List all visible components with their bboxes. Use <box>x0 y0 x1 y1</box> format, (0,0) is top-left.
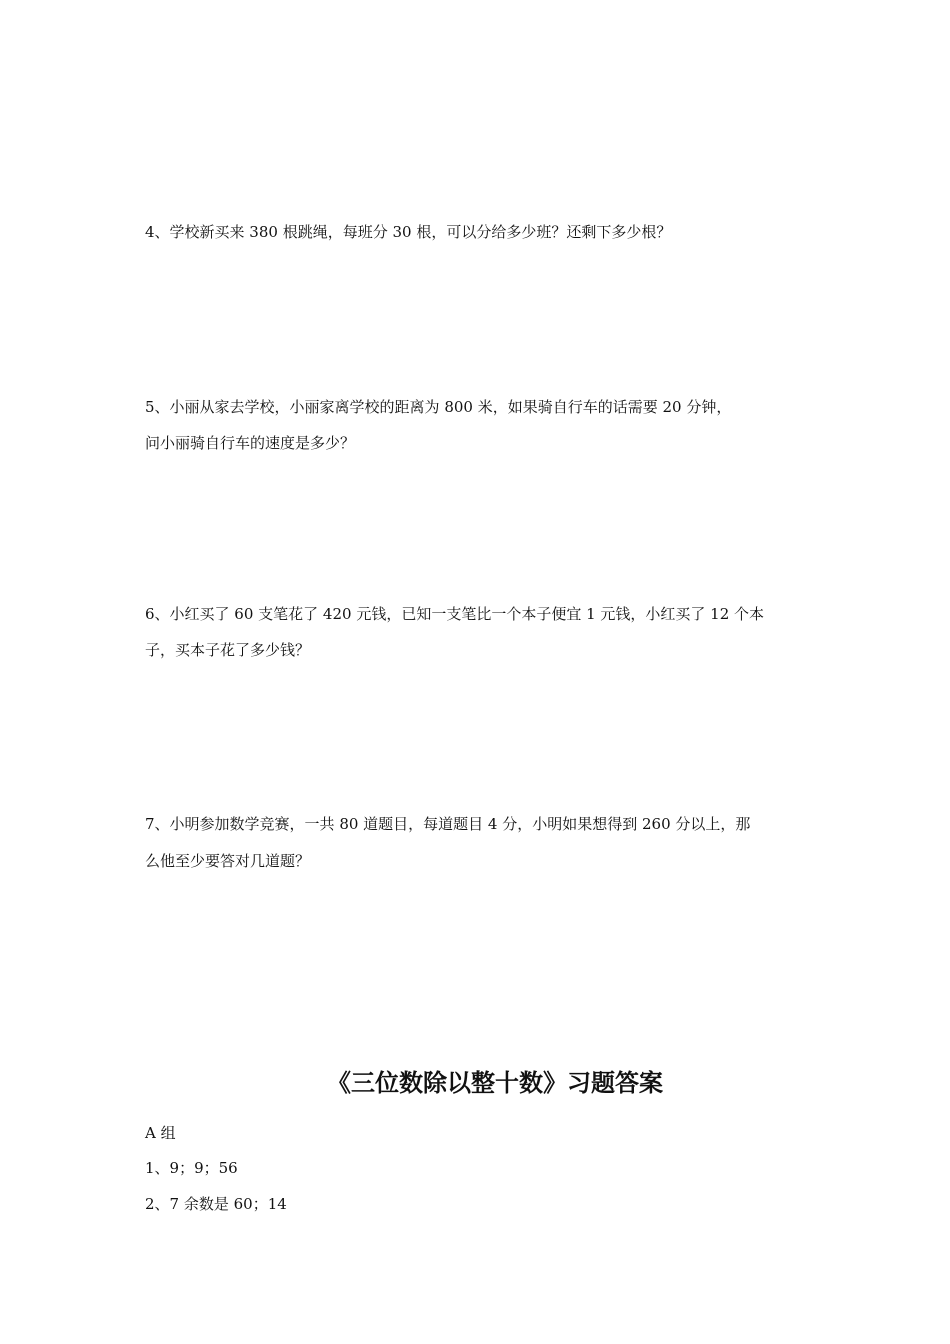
question-4-line-1: 4、学校新买来 380 根跳绳，每班分 30 根，可以分给多少班？还剩下多少根？ <box>145 223 672 241</box>
answer-item-1: 1、9；9；56 <box>145 1159 238 1177</box>
question-5-line-2: 问小丽骑自行车的速度是多少？ <box>145 434 356 452</box>
question-6-line-1: 6、小红买了 60 支笔花了 420 元钱，已知一支笔比一个本子便宜 1 元钱，小红买了 12 个本 <box>145 605 765 623</box>
answers-group-label: A 组 <box>145 1124 176 1142</box>
question-6-line-2: 子，买本子花了多少钱？ <box>145 641 311 659</box>
answer-item-2: 2、7 余数是 60；14 <box>145 1195 287 1213</box>
question-7-line-1: 7、小明参加数学竞赛，一共 80 道题目，每道题目 4 分，小明如果想得到 260 分以上，那 <box>145 815 751 833</box>
answers-title: 《三位数除以整十数》习题答案 <box>327 1069 663 1097</box>
question-5-line-1: 5、小丽从家去学校，小丽家离学校的距离为 800 米，如果骑自行车的话需要 20 分钟， <box>145 398 732 416</box>
question-7-line-2: 么他至少要答对几道题？ <box>145 852 311 870</box>
